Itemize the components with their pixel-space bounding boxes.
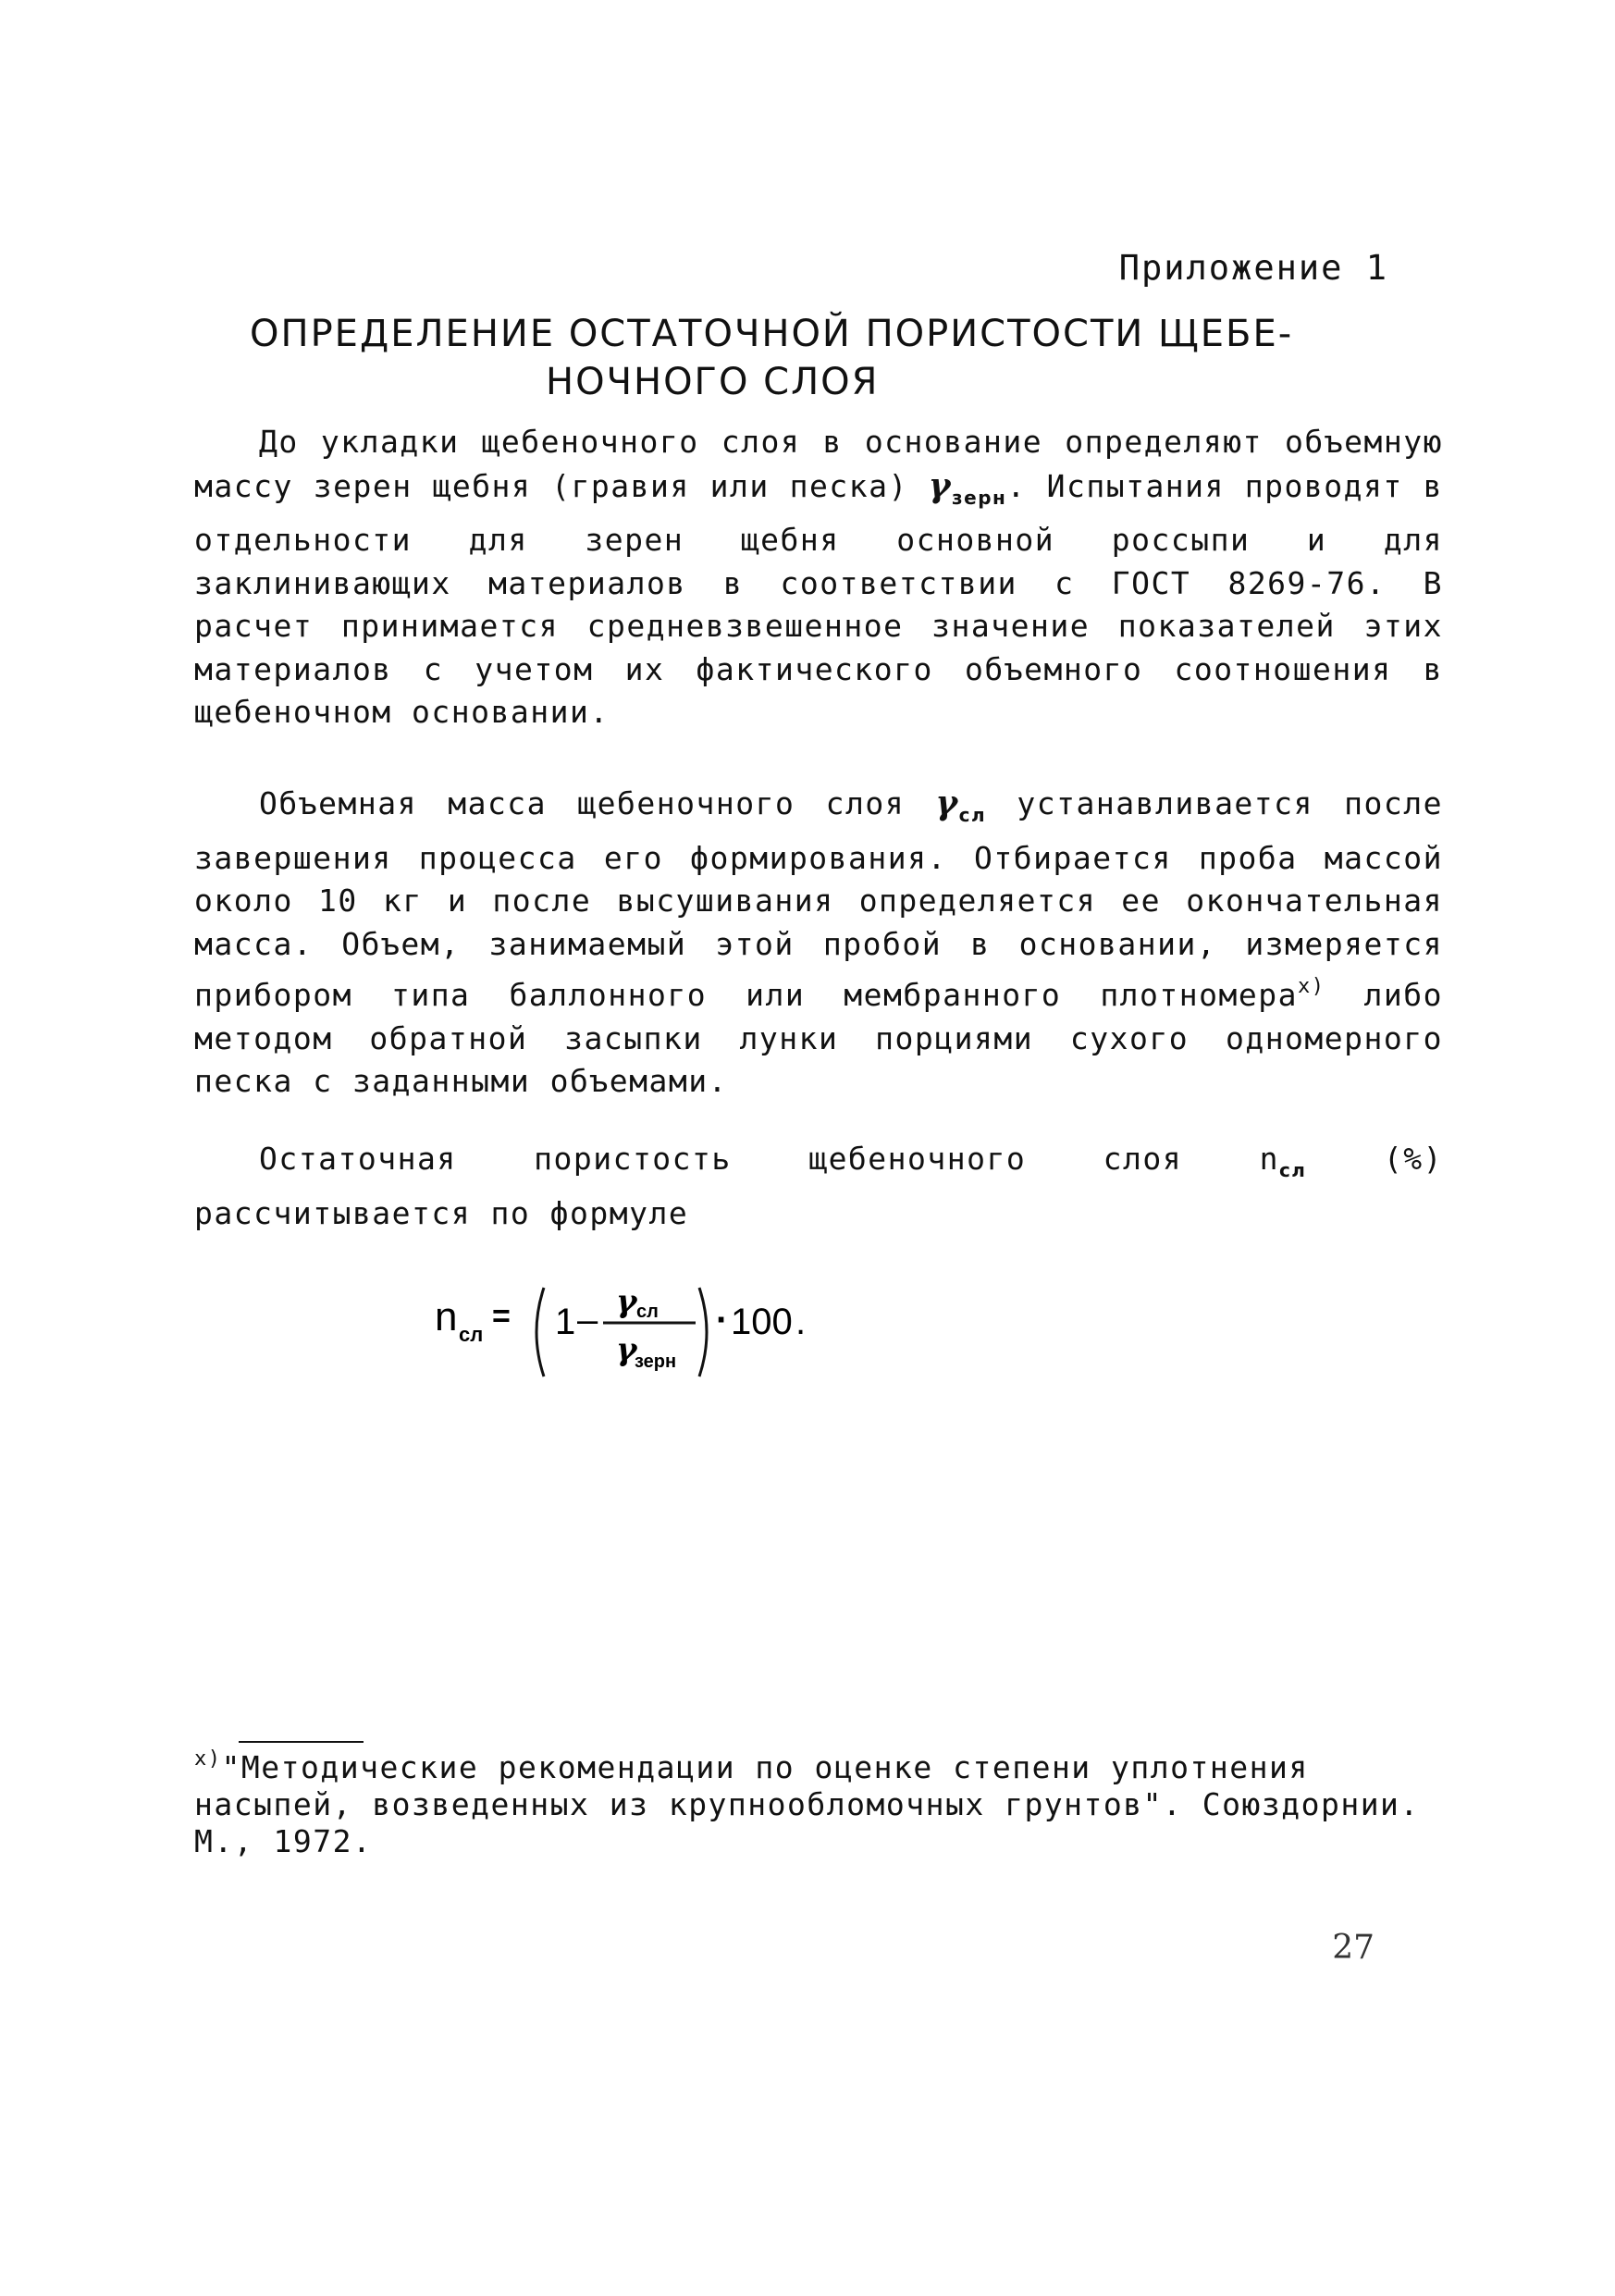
formula-hundred: 100 — [731, 1302, 793, 1342]
paragraph-2 — [194, 782, 1443, 1104]
gamma-subscript: сл — [958, 804, 987, 826]
formula-one: 1 — [555, 1302, 576, 1342]
denominator-subscript: зерн — [635, 1352, 677, 1372]
title-line-1: ОПРЕДЕЛЕНИЕ ОСТАТОЧНОЙ ПОРИСТОСТИ ЩЕБЕ- — [250, 313, 1294, 355]
paragraph-2-text-a: Объемная масса щебеночного слоя — [259, 785, 936, 821]
footnote-text: "Методические рекомендации по оценке степени уплотнения насыпей, возведенных из крупнообломочных грунтов". Союздорнии. М., 1972. — [194, 1749, 1420, 1859]
formula-times: · — [716, 1300, 729, 1340]
page-number: 27 — [1332, 1929, 1375, 1967]
paragraph-2-text-b: устанавливается после завершения процесса его формирования. Отбирается проба массой около 10 кг и после высушивания определяется ее окончательная масса. Объем, занимаемый этой пробой в основании, измеряется прибором типа баллонного или мембранного плотномера — [194, 785, 1444, 1013]
formula-minus: – — [577, 1300, 598, 1340]
footnote-reference: x) — [1298, 975, 1325, 998]
numerator-subscript: сл — [636, 1302, 659, 1322]
formula-lhs-subscript: сл — [459, 1323, 484, 1346]
formula-period: . — [795, 1302, 807, 1342]
porosity-symbol: n — [1259, 1141, 1279, 1177]
formula-equals: = — [492, 1299, 511, 1334]
numerator-gamma: γ — [616, 1283, 637, 1320]
porosity-formula — [407, 1267, 925, 1388]
gamma-symbol: γ — [928, 465, 953, 505]
paragraph-3-text-b: (%) рассчитывается по формуле — [194, 1141, 1443, 1231]
title-line-2: НОЧНОГО СЛОЯ — [546, 361, 880, 403]
formula-lhs: n — [435, 1294, 458, 1339]
left-parenthesis — [536, 1288, 544, 1376]
footnote — [194, 1741, 1443, 1860]
paragraph-1 — [194, 421, 1443, 734]
right-parenthesis — [699, 1288, 707, 1376]
footnote-mark: x) — [194, 1747, 222, 1771]
appendix-label: Приложение 1 — [1118, 248, 1388, 288]
paragraph-3 — [194, 1138, 1443, 1235]
gamma-symbol: γ — [935, 784, 959, 822]
paragraph-1-text-a: До укладки щебеночного слоя в основание определяют объемную массу зерен щебня (гравия или песка) — [194, 424, 1443, 504]
section-title — [250, 310, 1443, 406]
paragraph-2-text-c: либо методом обратной засыпки лунки порциями сухого одномерного песка с заданными объемами. — [194, 977, 1443, 1099]
paragraph-3-text-a: Остаточная пористость щебеночного слоя — [259, 1141, 1260, 1177]
gamma-subscript: зерн — [952, 486, 1007, 509]
paragraph-1-text-b: . Испытания проводят в отдельности для зерен щебня основной россыпи и для заклинивающих материалов в соответствии с ГОСТ 8269-76. В расчет принимается средневзвешенное значение показателей этих материалов с учетом их фактического объемного соотношения в щебеночном основании. — [194, 467, 1444, 730]
porosity-subscript: сл — [1278, 1159, 1307, 1181]
denominator-gamma: γ — [616, 1331, 637, 1368]
